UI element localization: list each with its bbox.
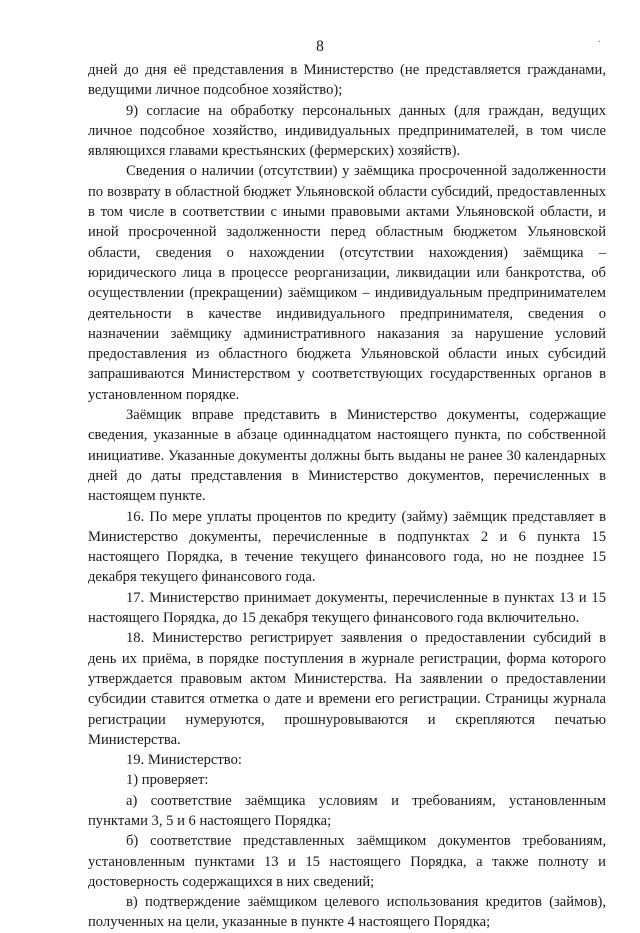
paragraph-item-19-1: 1) проверяет: <box>126 772 209 789</box>
paragraph-item-18: 18. Министерство регистрирует заявления о предоставлении субсидий в день их приёма, в порядке поступления в журнале регистрации, форма которого утверждается правовым актом Министерства. На заявлении о предоставлении субсидии ставится отметка о дате и времени его регистрации. Страницы журнала регистрации нумеруются, прошнуровываются и скрепляются печатью Министерства. <box>88 630 606 748</box>
paragraph-item-19: 19. Министерство: <box>126 752 242 769</box>
page-number: 8 <box>316 38 324 55</box>
paragraph-own-initiative: Заёмщик вправе представить в Министерство документы, содержащие сведения, указанные в абзаце одиннадцатом настоящего пункта, по собственной инициативе. Указанные документы должны быть выданы не ранее 30 календарных дней до даты представления в Министерство документов, перечисленных в настоящем пункте. <box>88 407 606 505</box>
paragraph-item-19-1-b: б) соответствие представленных заёмщиком документов требованиям, установленным пунктами 13 и 15 настоящего Порядка, а также полноту и достоверность содержащихся в них сведений; <box>88 833 606 890</box>
paragraph-continuation: дней до дня её представления в Министерство (не представляется гражданами, ведущими личное подсобное хозяйство); <box>88 62 606 99</box>
paragraph-overdue-debt: Сведения о наличии (отсутствии) у заёмщика просроченной задолженности по возврату в областной бюджет Ульяновской области субсидий, предоставленных в том числе в соответствии с иными правовыми актами Ульяновской области, и иной просроченной задолженности перед областным бюджетом Ульяновской области, сведения о нахождении (отсутствии нахождения) заёмщика – юридического лица в процессе реорганизации, ликвидации или банкротства, об осуществлении (прекращении) заёмщиком – индивидуальным предпринимателем деятельности в качестве индивидуального предпринимателя, сведения о назначении заёмщику административного наказания за нарушение условий предоставления из областного бюджета Ульяновской области иных субсидий запрашиваются Министерством у соответствующих государственных органов в установленном порядке. <box>88 163 606 403</box>
corner-mark: . <box>598 34 601 45</box>
paragraph-item-19-1-a: а) соответствие заёмщика условиям и требованиям, установленным пунктами 3, 5 и 6 настоящего Порядка; <box>88 792 606 829</box>
document-body <box>88 60 606 933</box>
paragraph-item-17: 17. Министерство принимает документы, перечисленные в пунктах 13 и 15 настоящего Порядка, до 15 декабря текущего финансового года включительно. <box>88 589 606 627</box>
paragraph-item-9: 9) согласие на обработку персональных данных (для граждан, ведущих личное подсобное хозяйство, индивидуальных предпринимателей, в том числе являющихся главами крестьянских (фермерских) хозяйств). <box>88 102 606 160</box>
paragraph-item-19-1-v: в) подтверждение заёмщиком целевого использования кредитов (займов), полученных на цели, указанные в пункте 4 настоящего Порядка; <box>88 894 606 931</box>
paragraph-item-16: 16. По мере уплаты процентов по кредиту (займу) заёмщик представляет в Министерство документы, перечисленные в подпунктах 2 и 6 пункта 15 настоящего Порядка, в течение текущего финансового года, но не позднее 15 декабря текущего финансового года. <box>88 508 606 586</box>
